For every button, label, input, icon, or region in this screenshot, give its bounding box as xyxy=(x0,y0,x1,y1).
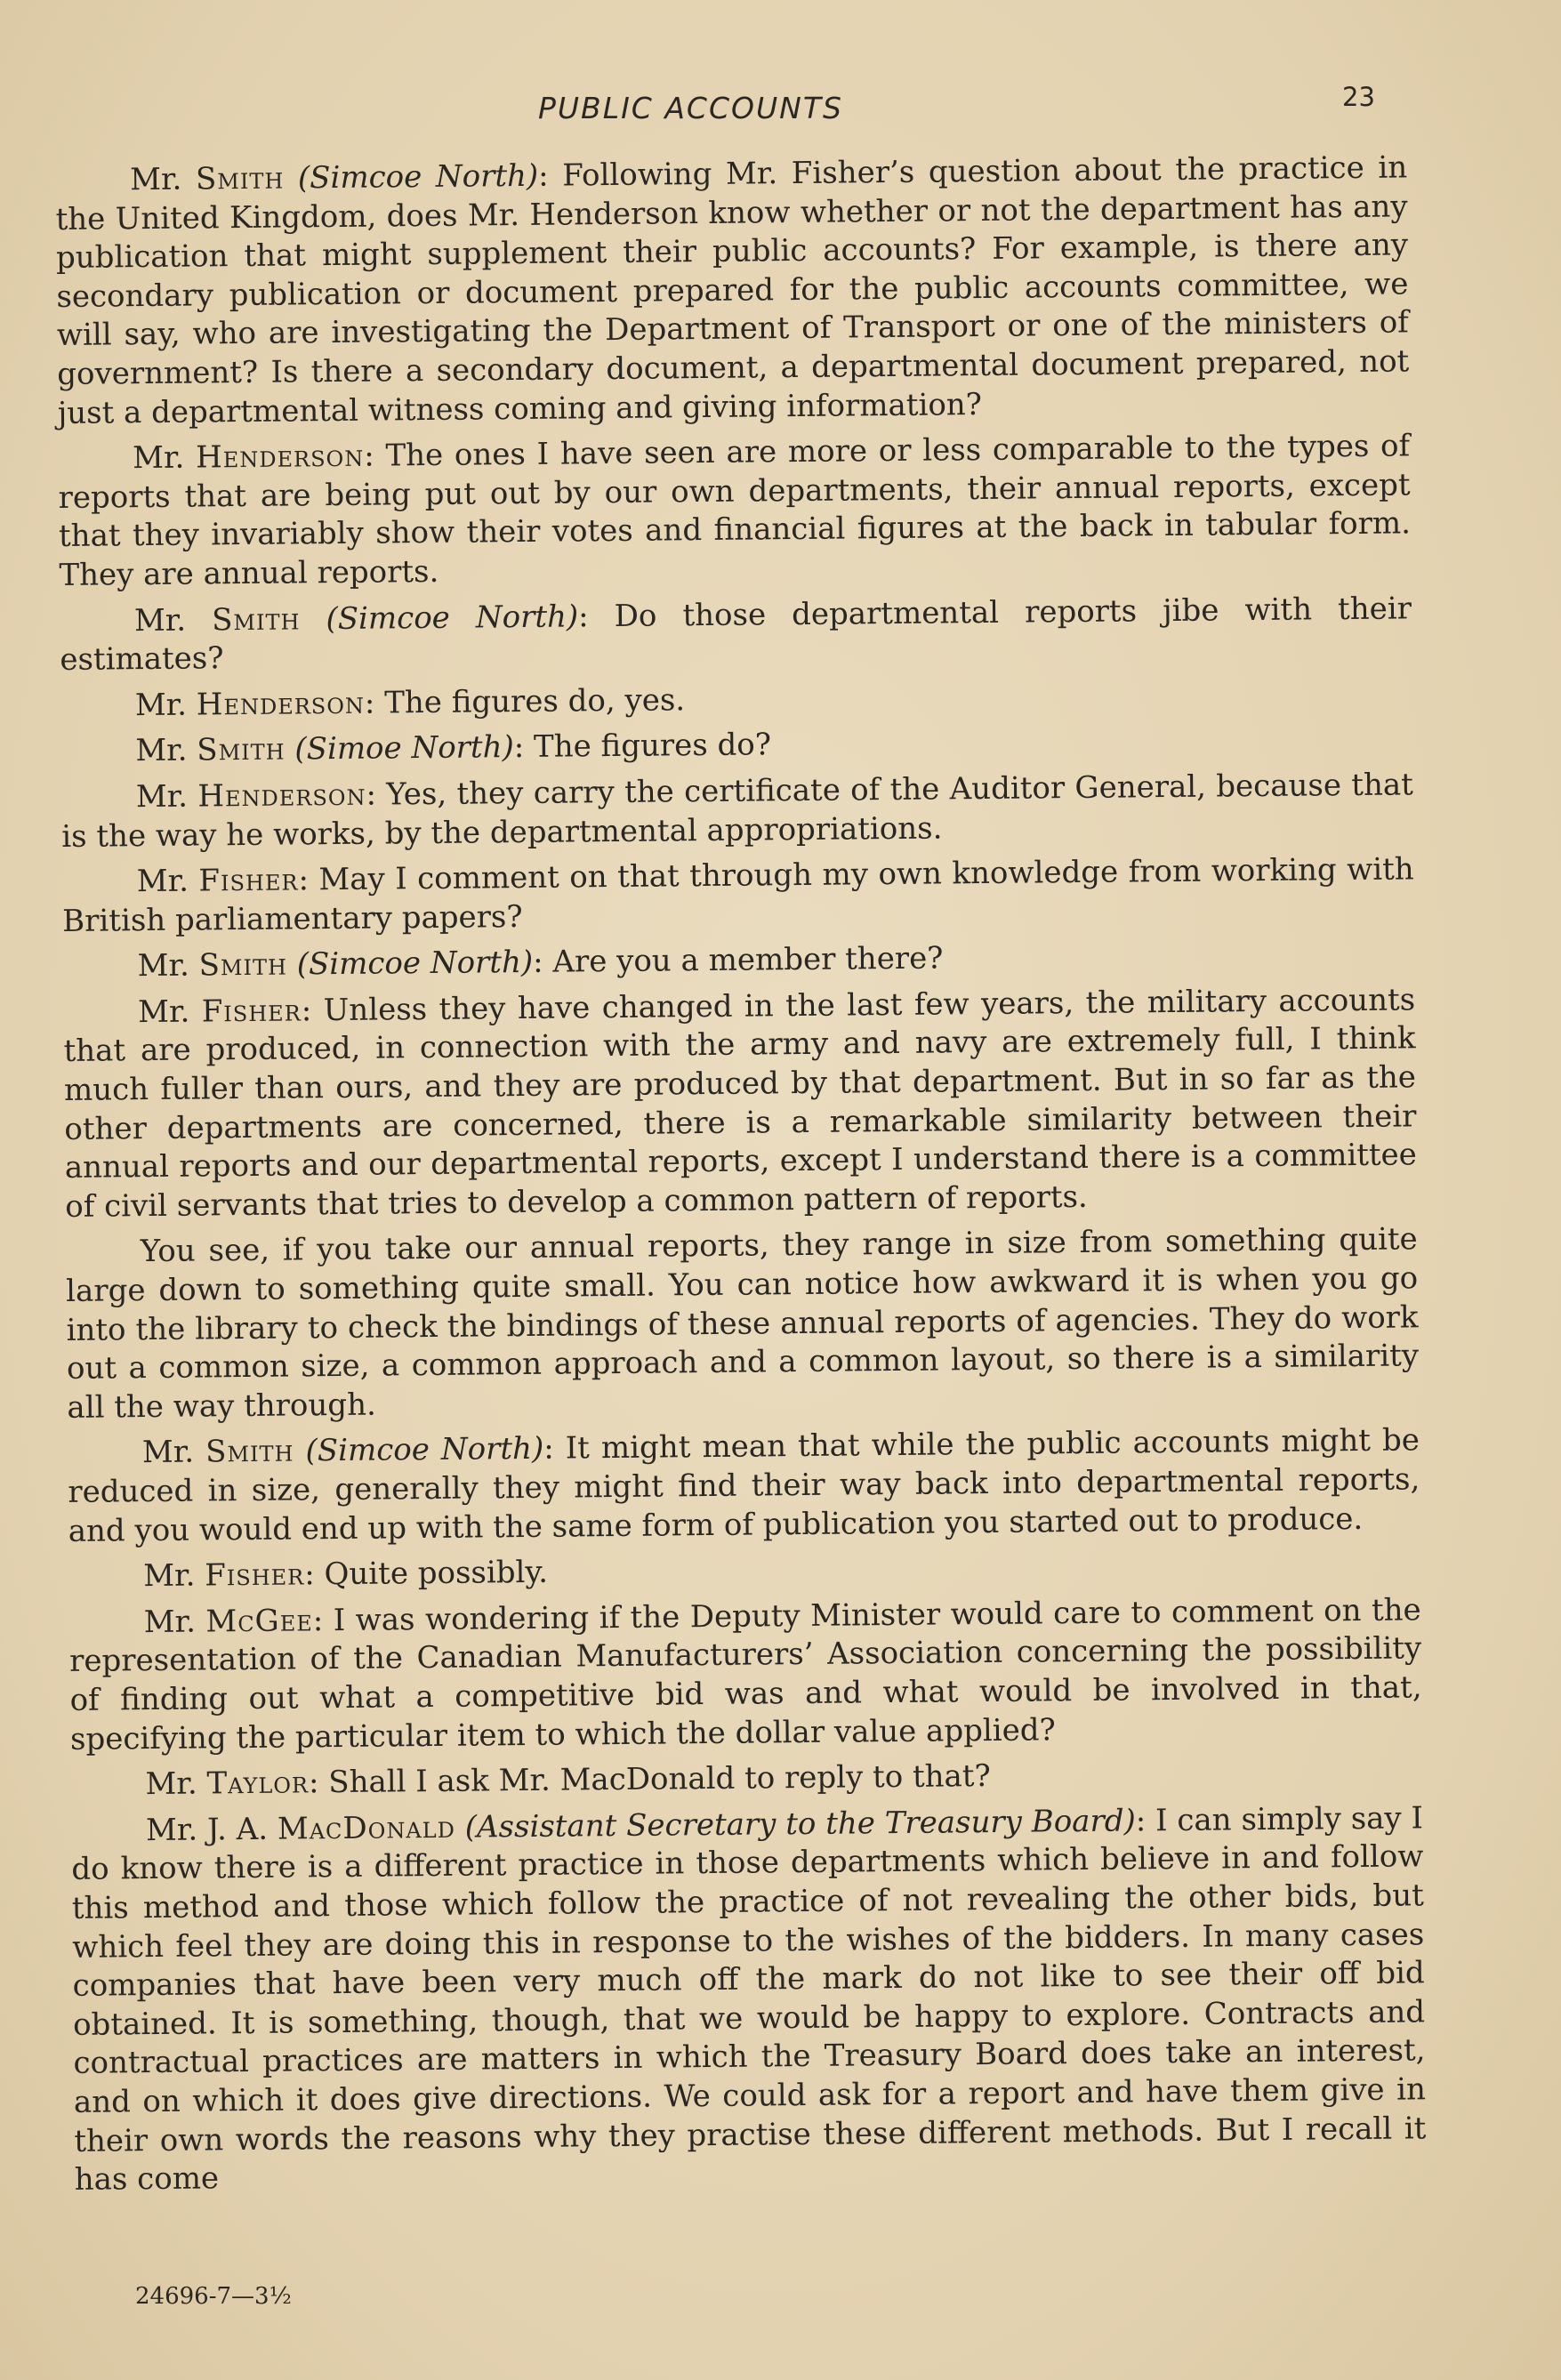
speaker-title: Mr. J. A. xyxy=(145,1811,269,1848)
speaker-affiliation: (Simcoe North) xyxy=(296,945,534,983)
speech-text: Quite possibly. xyxy=(314,1554,549,1593)
speech-text: It might mean that while the public accounts might be reduced in size, generally they might find their way back into departmental reports, and you would end up with the same form of publication you started out to produce. xyxy=(68,1422,1420,1549)
transcript-paragraph xyxy=(68,1546,1420,1597)
speaker-separator: : xyxy=(364,685,375,721)
page-number: 23 xyxy=(1342,82,1375,112)
speaker-name: Fisher xyxy=(205,1556,305,1594)
speaker-name: McGee xyxy=(205,1603,313,1640)
speaker-separator: : xyxy=(304,1556,315,1593)
speaker-separator: : xyxy=(312,1602,324,1639)
speech-text: You see, if you take our annual reports, they range in size from something quite large down to something quite small. You can notice how awkward it is when you go into the library to check the bindings of these annual reports of agencies. They do work out a common size, a common approach and a common layout, so there is a similarity all the way through. xyxy=(65,1221,1420,1426)
speaker-title: Mr. xyxy=(130,161,182,198)
speaker-title: Mr. xyxy=(141,1434,195,1471)
speaker-name: Henderson xyxy=(197,776,366,815)
transcript-paragraph xyxy=(55,149,1410,433)
speaker-affiliation: (Simoe North) xyxy=(294,729,514,768)
speaker-separator: : xyxy=(298,862,310,898)
speaker-title: Mr. xyxy=(134,687,188,723)
speaker-name: Henderson xyxy=(196,685,366,723)
speaker-separator: : xyxy=(366,776,377,813)
transcript-paragraph xyxy=(60,674,1412,726)
speech-text: Following Mr. Fisher’s question about the practice in the United Kingdom, does Mr. Henderson know whether or not the department has any publication that might supplement their public accounts? For example, is there any secondary publication or document prepared for the public accounts committee, we will say, who are investigating the Department of Transport or one of the ministers of government? Is there a secondary document, a departmental document prepared, not just a departmental witness coming and giving information? xyxy=(55,149,1410,431)
transcript-paragraph xyxy=(69,1591,1423,1759)
speaker-title: Mr. xyxy=(135,778,189,816)
speech-text: I can simply say I do know there is a different practice in those departments which believe in and follow this method and those which follow the practice of not revealing the other bids, but which feel they are doing this in response to the wishes of the bidders. In many cases companies that have been very much off the mark do not like to see their off bid obtained. It is something, though, that we would be happy to explore. Contracts and contractual practices are matters in which the Treasury Board does take an interest, and on which it does give directions. We could ask for a report and have them give in their own words the reasons why they practise these different methods. But I recall it has come xyxy=(71,1800,1427,2198)
speaker-name: Smith xyxy=(197,731,286,768)
speech-text: Yes, they carry the certificate of the Auditor General, because that is the way he works, by the departmental appropriations. xyxy=(61,767,1414,855)
speaker-title: Mr. xyxy=(136,863,189,900)
speaker-affiliation: (Assistant Secretary to the Treasury Board) xyxy=(464,1803,1136,1845)
speaker-title: Mr. xyxy=(143,1604,197,1640)
transcript-paragraph xyxy=(71,1799,1427,2200)
transcript-paragraph xyxy=(58,428,1412,596)
speech-text: Shall I ask Mr. MacDonald to reply to that? xyxy=(318,1758,991,1801)
transcript-paragraph xyxy=(60,590,1412,680)
speech-text: The figures do, yes. xyxy=(374,681,686,721)
transcript-paragraph xyxy=(61,766,1414,856)
running-head: PUBLIC ACCOUNTS xyxy=(538,91,843,125)
speaker-name: Smith xyxy=(211,600,301,638)
speech-text: May I comment on that through my own knowledge from working with British parliamentary papers? xyxy=(62,851,1414,939)
transcript-paragraph xyxy=(60,720,1412,772)
transcript-body xyxy=(55,149,1427,2199)
speaker-title: Mr. xyxy=(135,732,188,769)
speaker-separator: : xyxy=(301,993,312,1029)
speech-text: Unless they have changed in the last few years, the military accounts that are produced, in connection with the army and navy are extremely full, I think much fuller than ours, and they are produced by that department. But in so far as the other departments are concerned, there is a remarkable similarity between their annual reports and our departmental reports, except I understand there is a committee of civil servants that tries to develop a common pattern of reports. xyxy=(63,982,1417,1225)
speech-text: The figures do? xyxy=(524,727,772,766)
speech-text: Do those departmental reports jibe with their estimates? xyxy=(60,590,1412,679)
transcript-paragraph xyxy=(62,936,1414,987)
speech-text: Are you a member there? xyxy=(543,940,944,981)
speaker-name: Taylor xyxy=(206,1765,310,1802)
speaker-separator: : xyxy=(538,157,549,194)
speaker-title: Mr. xyxy=(137,947,190,985)
speaker-affiliation: (Simcoe North) xyxy=(326,598,579,637)
speaker-separator: : xyxy=(532,945,543,981)
speaker-name: Fisher xyxy=(201,993,302,1030)
speaker-affiliation: (Simcoe North) xyxy=(297,157,539,197)
printer-signature: 24696-7—3½ xyxy=(135,2283,292,2310)
speaker-separator: : xyxy=(364,438,374,474)
speaker-separator: : xyxy=(1135,1803,1147,1839)
speaker-title: Mr. xyxy=(143,1557,196,1595)
speaker-separator: : xyxy=(308,1765,319,1801)
speaker-affiliation: (Simcoe North) xyxy=(305,1431,544,1469)
speaker-name: Henderson xyxy=(195,438,365,476)
speech-text: The ones I have seen are more or less comparable to the types of reports that are being put out by our own departments, their annual reports, except that they invariably show their votes and financial figures at the back in tabular form. They are annual reports. xyxy=(58,428,1412,593)
speech-text: I was wondering if the Deputy Minister would care to comment on the representation of the Canadian Manufacturers’ Association concerning the possibility of finding out what a competitive bid was and what would be involved in that, specifying the particular item to which the dollar value applied? xyxy=(68,1592,1422,1757)
speaker-title: Mr. xyxy=(145,1765,197,1803)
speaker-title: Mr. xyxy=(137,993,190,1031)
transcript-paragraph xyxy=(66,1221,1420,1428)
transcript-paragraph xyxy=(62,850,1415,941)
transcript-paragraph xyxy=(63,981,1417,1226)
speaker-separator: : xyxy=(513,729,525,766)
transcript-paragraph xyxy=(70,1753,1422,1805)
speaker-name: Smith xyxy=(195,160,285,197)
speaker-name: Fisher xyxy=(198,862,299,899)
speaker-title: Mr. xyxy=(133,439,185,477)
speaker-name: MacDonald xyxy=(277,1809,456,1847)
speaker-separator: : xyxy=(543,1431,554,1467)
speaker-name: Smith xyxy=(205,1433,294,1470)
speaker-separator: : xyxy=(577,598,589,634)
speaker-title: Mr. xyxy=(133,602,187,639)
transcript-paragraph xyxy=(68,1422,1420,1551)
speaker-name: Smith xyxy=(198,946,288,984)
